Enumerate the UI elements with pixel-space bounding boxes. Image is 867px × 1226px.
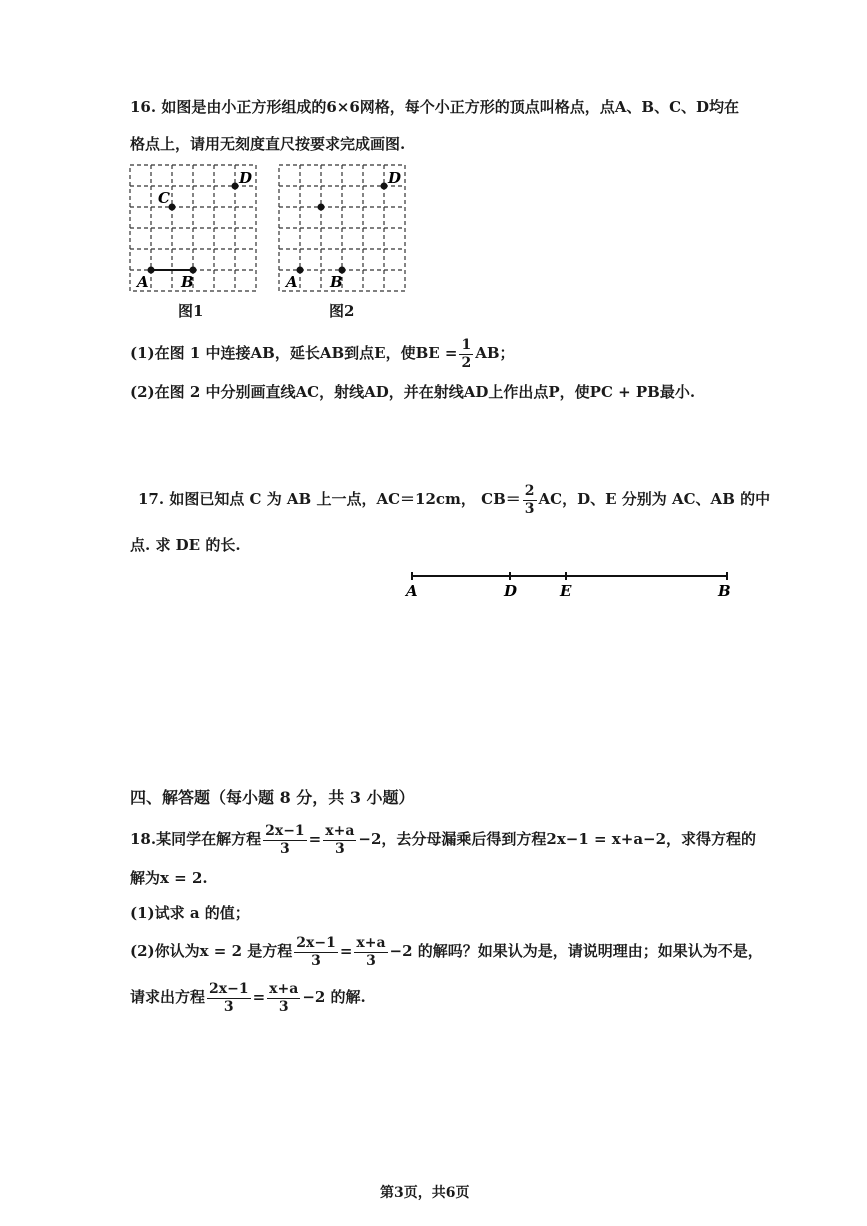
label-b: B <box>718 582 731 600</box>
fraction-x-plus-a-over-3: $\frac{x+a}{3}$ <box>325 822 355 857</box>
fraction-x-plus-a-over-3: $\frac{x+a}{3}$ <box>356 934 386 969</box>
fraction-2x-minus-1-over-3: $\frac{2x-1}{3}$ <box>296 934 336 969</box>
q18-part2-prefix: (2)你认为x = 2 是方程 <box>130 942 293 960</box>
figure-1-caption: 图1 <box>178 302 204 320</box>
point-c <box>318 204 325 211</box>
label-d: D <box>239 169 253 187</box>
label-c: C <box>158 189 170 207</box>
q18-part2 <box>130 934 763 974</box>
q18-part2-suffix: −2 的解吗？如果认为是，请说明理由；如果认为不是， <box>389 942 763 960</box>
label-d: D <box>504 582 518 600</box>
figure-2-grid <box>274 160 414 300</box>
q18-part3-prefix: 请求出方程 <box>130 988 206 1006</box>
q17-segment-figure <box>400 566 740 610</box>
label-b: B <box>181 273 194 291</box>
equals-sign: = <box>252 988 266 1006</box>
q18-line1 <box>130 822 756 862</box>
fraction-x-plus-a-over-3: $\frac{x+a}{3}$ <box>269 980 299 1015</box>
q16-part1-prefix: (1)在图 1 中连接AB，延长AB到点E，使BE = <box>130 344 458 362</box>
label-b: B <box>330 273 343 291</box>
q18-line2: 解为x = 2. <box>130 869 208 887</box>
fraction-one-half: $\frac{1}{2}$ <box>461 336 472 371</box>
q18-part3 <box>130 980 366 1020</box>
q17-suffix: AC，D、E 分别为 AC、AB 的中 <box>538 490 771 508</box>
figure-2 <box>274 160 414 304</box>
equals-sign: = <box>308 830 322 848</box>
label-a: A <box>286 273 298 291</box>
q16-part1-suffix: AB； <box>475 344 515 362</box>
label-d: D <box>388 169 402 187</box>
fraction-2x-minus-1-over-3: $\frac{2x-1}{3}$ <box>209 980 249 1015</box>
q17-prefix: 17. 如图已知点 C 为 AB 上一点，AC＝12cm， CB＝ <box>138 490 521 508</box>
fraction-two-thirds: $\frac{2}{3}$ <box>524 482 535 517</box>
label-a: A <box>406 582 418 600</box>
q17-line1 <box>138 482 770 520</box>
q18-part1: (1)试求 a 的值； <box>130 904 250 922</box>
fraction-2x-minus-1-over-3: $\frac{2x-1}{3}$ <box>265 822 305 857</box>
q16-line2: 格点上，请用无刻度直尺按要求完成画图. <box>130 135 406 153</box>
label-a: A <box>137 273 149 291</box>
figure-2-caption: 图2 <box>329 302 355 320</box>
segment-ab-diagram <box>400 566 740 606</box>
section-4-heading: 四、解答题（每小题 8 分，共 3 小题） <box>130 788 415 807</box>
q16-part2: (2)在图 2 中分别画直线AC，射线AD，并在射线AD上作出点P，使PC + PB最小. <box>130 383 696 401</box>
point-d <box>232 183 239 190</box>
q18-mid: −2，去分母漏乘后得到方程2x−1 = x+a−2，求得方程的 <box>358 830 757 848</box>
q16-part1 <box>130 336 515 372</box>
q16-line1: 16. 如图是由小正方形组成的6×6网格，每个小正方形的顶点叫格点，点A、B、C、D均在 <box>130 98 740 116</box>
equals-sign: = <box>339 942 353 960</box>
q17-line2: 点. 求 DE 的长. <box>130 536 241 554</box>
label-e: E <box>560 582 572 600</box>
q18-part3-suffix: −2 的解. <box>302 988 366 1006</box>
point-d <box>381 183 388 190</box>
q18-prefix: 18.某同学在解方程 <box>130 830 262 848</box>
page-footer: 第3页，共6页 <box>380 1185 470 1201</box>
